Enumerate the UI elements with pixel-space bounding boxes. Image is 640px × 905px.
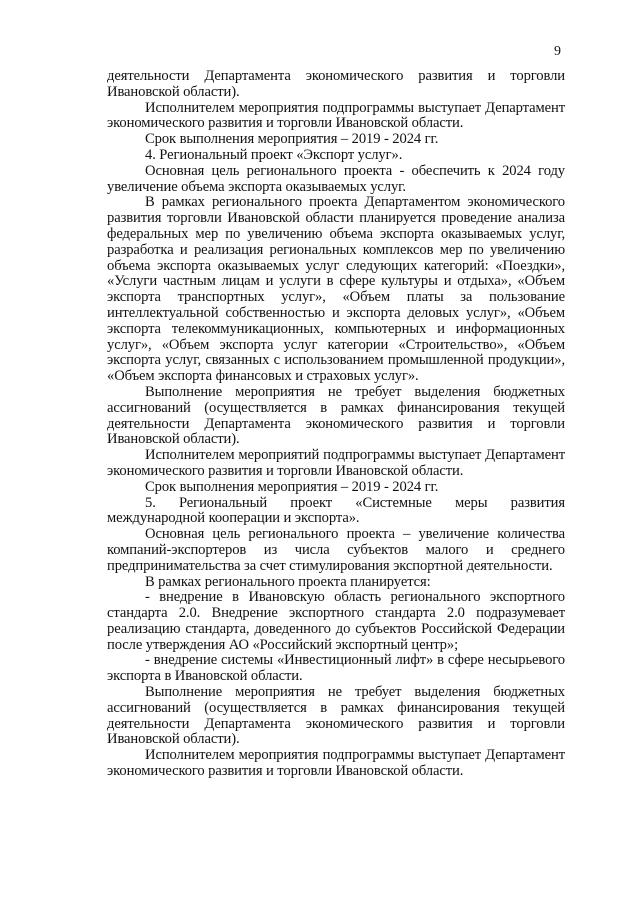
paragraph: В рамках регионального проекта планируется: — [145, 573, 431, 590]
paragraph: В рамках регионального проекта Департаментом экономического развития торговли Ивановской области планируется проведение анализа федеральных мер по увеличению объема экспорта оказываемых услуг, разработка и реализация региональных комплексов мер по увеличению объема экспорта оказываемых услуг следующих категорий: «Поездки», «Услуги частным лицам и услуги в сфере культуры и отдыха», «Объем экспорта транспортных услуг», «Объем платы за пользование интеллектуальной собственностью и экспорта деловых услуг», «Объем экспорта телекоммуникационных, компьютерных и информационных услуг», «Объем экспорта услуг категории «Строительство», «Объем экспорта услуг, связанных с использованием промышленной продукции», «Объем экспорта финансовых и страховых услуг». — [107, 194, 565, 385]
section-heading: 4. Региональный проект «Экспорт услуг». — [145, 146, 403, 163]
paragraph: Выполнение мероприятия не требует выделения бюджетных ассигнований (осуществляется в рамках финансирования текущей деятельности Департамента экономического развития и торговли Ивановской области). — [107, 383, 565, 448]
list-item: - внедрение системы «Инвестиционный лифт» в сфере несырьевого экспорта в Ивановской области. — [107, 652, 565, 685]
page-number: 9 — [554, 44, 561, 59]
paragraph: Основная цель регионального проекта – увеличение количества компаний-экспортеров из числа субъектов малого и среднего предпринимательства за счет стимулирования экспортной деятельности. — [107, 526, 565, 574]
paragraph: деятельности Департамента экономического развития и торговли Ивановской области). — [107, 68, 565, 100]
paragraph: Исполнителем мероприятия подпрограммы выступает Департамент экономического развития и торговли Ивановской области. — [107, 747, 565, 780]
paragraph: Срок выполнения мероприятия – 2019 - 2024 гг. — [145, 478, 439, 495]
section-heading: 5. Региональный проект «Системные меры развития международной кооперации и экспорта». — [107, 494, 565, 527]
paragraph: Выполнение мероприятия не требует выделения бюджетных ассигнований (осуществляется в рамках финансирования текущей деятельности Департамента экономического развития и торговли Ивановской области). — [107, 684, 565, 748]
paragraph: Исполнителем мероприятий подпрограммы выступает Департамент экономического развития и торговли Ивановской области. — [107, 447, 565, 479]
document-body — [107, 69, 565, 780]
paragraph: Исполнителем мероприятия подпрограммы выступает Департамент экономического развития и торговли Ивановской области. — [107, 99, 565, 132]
paragraph: Основная цель регионального проекта - обеспечить к 2024 году увеличение объема экспорта оказываемых услуг. — [107, 162, 565, 195]
paragraph: Срок выполнения мероприятия – 2019 - 2024 гг. — [145, 131, 439, 148]
list-item: - внедрение в Ивановскую область регионального экспортного стандарта 2.0. Внедрение экспортного стандарта 2.0 подразумевает реализацию стандарта, доведенного до субъектов Российской Федерации после утверждения АО «Российский экспортный центр»; — [107, 589, 565, 653]
